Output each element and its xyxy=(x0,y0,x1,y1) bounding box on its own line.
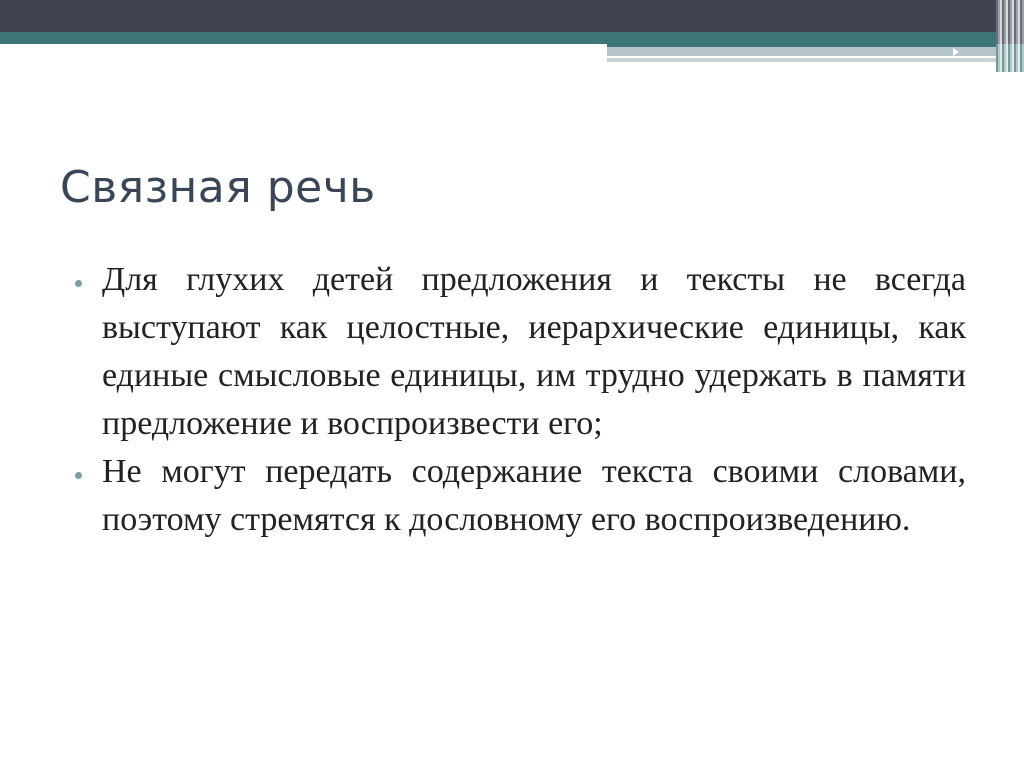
bullet-dot-icon xyxy=(75,280,82,287)
top-banner-light-thin xyxy=(607,58,1002,62)
banner-arrow-icon xyxy=(953,48,959,56)
top-banner-teal-step xyxy=(607,44,1002,47)
slide-title: Связная речь xyxy=(60,162,376,213)
bullet-list xyxy=(70,256,966,544)
corner-stripes-lower xyxy=(996,44,1024,72)
top-banner-teal xyxy=(0,32,1024,44)
bullet-dot-icon xyxy=(75,472,82,479)
bullet-text: Не могут передать содержание текста своими словами, поэтому стремятся к дословному его воспроизведению. xyxy=(102,453,966,538)
bullet-text: Для глухих детей предложения и тексты не всегда выступают как целостные, иерархические единицы, как единые смысловые единицы, им трудно удержать в памяти предложение и воспроизвести его; xyxy=(102,261,966,442)
bullet-item xyxy=(70,448,966,544)
bullet-item xyxy=(70,256,966,448)
top-banner-dark xyxy=(0,0,1024,32)
